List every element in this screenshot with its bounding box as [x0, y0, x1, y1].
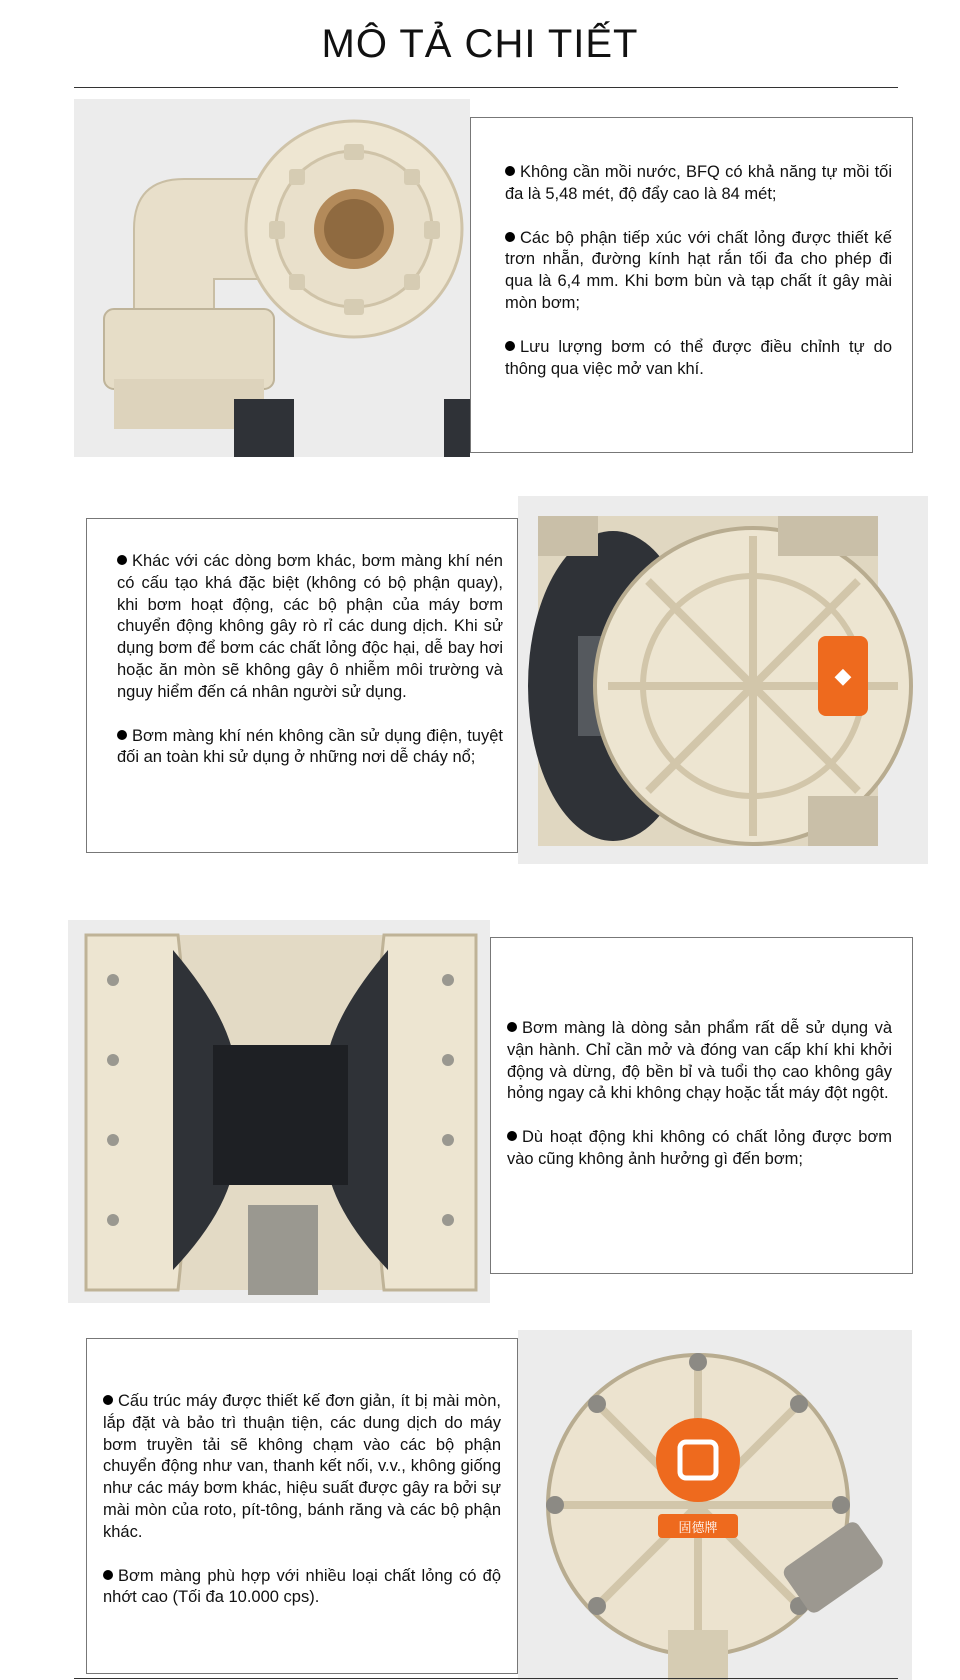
feature-box-3 [490, 937, 913, 1274]
feature-bullet: Không cần mồi nước, BFQ có khả năng tự mồi tối đa là 5,48 mét, độ đẩy cao là 84 mét; [505, 163, 892, 203]
bullet-dot-icon [505, 341, 515, 351]
bullet-dot-icon [117, 730, 127, 740]
pump-logo-photo [518, 1330, 912, 1680]
pump-side-photo [518, 496, 928, 864]
feature-bullet: Bơm màng phù hợp với nhiều loại chất lỏng có độ nhớt cao (Tối đa 10.000 cps). [103, 1566, 501, 1607]
bullet-dot-icon [505, 232, 515, 242]
pump-front-photo [68, 920, 490, 1303]
bullet-dot-icon [507, 1022, 517, 1032]
brand-logo-icon: ◆ [834, 664, 852, 689]
page-title: MÔ TẢ CHI TIẾT [321, 22, 639, 66]
feature-bullet: Các bộ phận tiếp xúc với chất lỏng được thiết kế trơn nhẵn, đường kính hạt rắn tối đa cho phép đi qua là 6,4 mm. Khi bơm bùn và tạp chất ít gây mài mòn bơm; [505, 228, 892, 312]
brand-logo-text: 固德牌 [678, 1521, 718, 1536]
feature-bullet: Bơm màng là dòng sản phẩm rất dễ sử dụng và vận hành. Chỉ cần mở và đóng van cấp khí khi khởi động và dừng, độ bền bỉ và tuổi thọ cao không gây hỏng ngay cả khi không chạy hoặc tắt máy đột ngột. [507, 1019, 892, 1103]
bullet-dot-icon [103, 1395, 113, 1405]
feature-bullet: Khác với các dòng bơm khác, bơm màng khí nén có cấu tạo khá đặc biệt (không có bộ phận quay), khi bơm hoạt động, các bộ phận của máy bơm chuyển động không gây rò rỉ các dung dịch. Khi sử dụng bơm để bơm các chất lỏng độc hại, dễ bay hơi hoặc ăn mòn sẽ không gây ô nhiễm môi trường và nguy hiểm đến cá nhân người sử dụng. [117, 552, 503, 701]
feature-bullet: Dù hoạt động khi không có chất lỏng được bơm vào cũng không ảnh hưởng gì đến bơm; [507, 1128, 892, 1168]
bullet-dot-icon [103, 1570, 113, 1580]
feature-bullet: Lưu lượng bơm có thể được điều chỉnh tự do thông qua việc mở van khí. [505, 337, 892, 378]
feature-box-2 [86, 518, 518, 853]
title-divider [74, 87, 898, 88]
feature-bullet: Bơm màng khí nén không cần sử dụng điện, tuyệt đối an toàn khi sử dụng ở những nơi dễ cháy nổ; [117, 726, 503, 767]
feature-bullet: Cấu trúc máy được thiết kế đơn giản, ít bị mài mòn, lắp đặt và bảo trì thuận tiện, các dung dịch do máy bơm truyền tải sẽ không chạm vào các bộ phận chuyển động như van, thanh kết nối, v.v., không giống như các máy bơm khác, hiệu suất được gây ra bởi sự mài mòn của roto, pít-tông, bánh răng và các bộ phận khác. [103, 1392, 501, 1541]
bullet-dot-icon [117, 555, 127, 565]
feature-box-1 [470, 117, 913, 453]
pump-elbow-photo [74, 99, 470, 457]
bullet-dot-icon [507, 1131, 517, 1141]
feature-box-4 [86, 1338, 518, 1674]
bullet-dot-icon [505, 166, 515, 176]
bottom-divider [74, 1678, 898, 1679]
